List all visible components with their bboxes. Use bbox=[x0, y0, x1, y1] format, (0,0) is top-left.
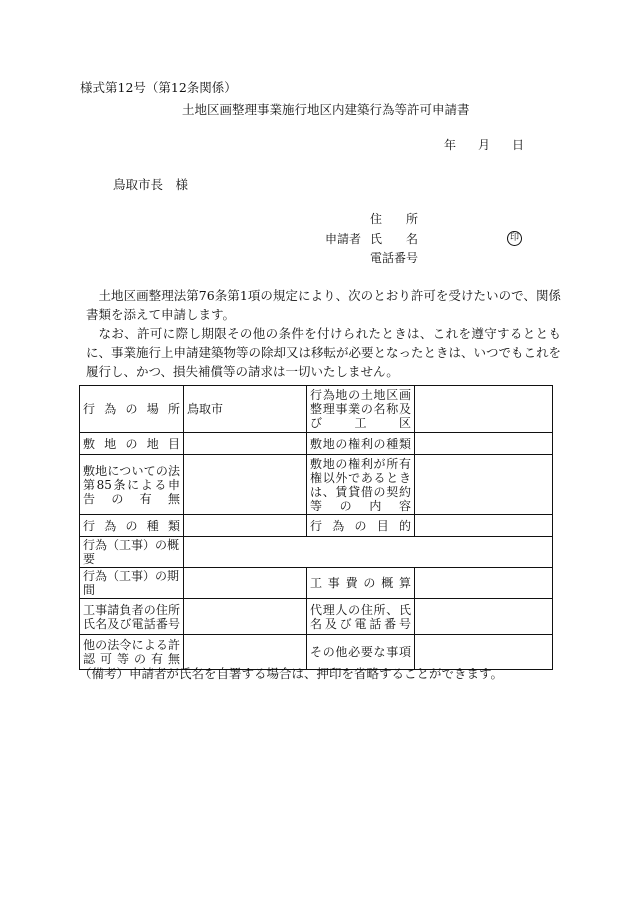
label-action-type: 行為の種類 bbox=[80, 515, 184, 537]
table-row bbox=[80, 433, 553, 455]
value-contractor-info[interactable] bbox=[184, 599, 307, 635]
value-cost-estimate[interactable] bbox=[415, 568, 553, 599]
label-other-permits: 他の法令による許認可等の有無 bbox=[80, 635, 184, 670]
value-action-type[interactable] bbox=[184, 515, 307, 537]
table-row bbox=[80, 455, 553, 515]
value-project-name[interactable] bbox=[415, 386, 553, 433]
date-day-label: 日 bbox=[512, 138, 525, 152]
label-land-right-type: 敷地の権利の種類 bbox=[307, 433, 415, 455]
label-other-matters: その他必要な事項 bbox=[307, 635, 415, 670]
label-article85-report: 敷地についての法第85条による申告の有無 bbox=[80, 455, 184, 515]
label-lease-contract: 敷地の権利が所有権以外であるときは、賃貸借の契約等の内容 bbox=[307, 455, 415, 515]
value-lease-contract[interactable] bbox=[415, 455, 553, 515]
form-number: 様式第12号（第12条関係） bbox=[80, 80, 237, 95]
table-row bbox=[80, 386, 553, 433]
value-work-period[interactable] bbox=[184, 568, 307, 599]
table-row bbox=[80, 635, 553, 670]
applicant-label: 申請者 bbox=[325, 232, 362, 246]
label-land-category: 敷地の地目 bbox=[80, 433, 184, 455]
table-row bbox=[80, 515, 553, 537]
label-contractor-info: 工事請負者の住所氏名及び電話番号 bbox=[80, 599, 184, 635]
table-row bbox=[80, 568, 553, 599]
value-land-right-type[interactable] bbox=[415, 433, 553, 455]
date-month-label: 月 bbox=[478, 138, 491, 152]
table-row bbox=[80, 537, 553, 568]
table-row bbox=[80, 599, 553, 635]
body-paragraph-1: 土地区画整理法第76条第1項の規定により、次のとおり許可を受けたいので、関係書類を添えて申請します。 bbox=[86, 288, 561, 322]
seal-mark: 印 bbox=[507, 231, 522, 246]
page-title: 土地区画整理事業施行地区内建築行為等許可申請書 bbox=[182, 102, 470, 117]
application-table bbox=[79, 385, 553, 670]
body-paragraph-2: なお、許可に際し期限その他の条件を付けられたときは、これを遵守するとともに、事業施行上申請建築物等の除却又は移転が必要となったときは、いつでもこれを履行し、かつ、損失補償等の請求は一切いたしません。 bbox=[86, 326, 562, 379]
value-other-matters[interactable] bbox=[415, 635, 553, 670]
value-agent-info[interactable] bbox=[415, 599, 553, 635]
applicant-name-label: 氏 名 bbox=[370, 232, 419, 246]
label-action-location: 行為の場所 bbox=[80, 386, 184, 433]
value-action-purpose[interactable] bbox=[415, 515, 553, 537]
applicant-address-label: 住 所 bbox=[370, 212, 419, 226]
applicant-phone-label: 電話番号 bbox=[370, 251, 419, 265]
addressee: 鳥取市長 様 bbox=[113, 177, 189, 192]
date-year-label: 年 bbox=[444, 138, 457, 152]
label-work-period: 行為（工事）の期間 bbox=[80, 568, 184, 599]
value-action-location[interactable]: 鳥取市 bbox=[184, 386, 307, 433]
value-land-category[interactable] bbox=[184, 433, 307, 455]
label-work-outline: 行為（工事）の概要 bbox=[80, 537, 184, 568]
label-agent-info: 代理人の住所、氏名及び電話番号 bbox=[307, 599, 415, 635]
label-cost-estimate: 工事費の概算 bbox=[307, 568, 415, 599]
footnote: （備考）申請者が氏名を自署する場合は、押印を省略することができます。 bbox=[79, 666, 504, 681]
label-project-name: 行為地の土地区画整理事業の名称及び工区 bbox=[307, 386, 415, 433]
value-other-permits[interactable] bbox=[184, 635, 307, 670]
label-action-purpose: 行為の目的 bbox=[307, 515, 415, 537]
value-work-outline[interactable] bbox=[184, 537, 553, 568]
value-article85-report[interactable] bbox=[184, 455, 307, 515]
